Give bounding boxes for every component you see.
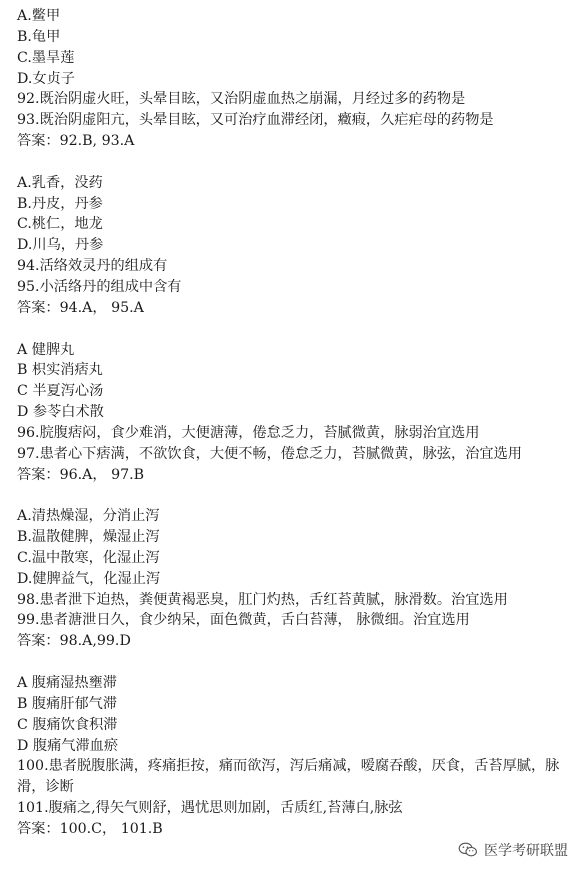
answer-line: 答案：92.B, 93.A [17,133,135,150]
watermark-text: 医学考研联盟 [484,843,568,859]
option-line: B.龟甲 [17,28,61,45]
question-line: 99.患者溏泄日久，食少纳呆，面色微黄，舌白苔薄， 脉微细。治宜选用 [17,612,470,629]
option-line: C.温中散寒，化湿止泻 [17,549,160,566]
spacer [17,319,577,340]
option-line: C 腹痛饮食积滞 [17,716,118,733]
spacer [17,485,577,506]
option-line: C.墨旱莲 [17,49,75,66]
option-line: A.乳香，没药 [17,174,103,191]
question-line: 95.小活络丹的组成中含有 [17,278,182,295]
answer-line: 答案：98.A,99.D [17,633,131,650]
question-line: 94.活络效灵丹的组成有 [17,258,168,275]
option-line: D.女贞子 [17,70,75,87]
question-line: 98.患者泄下迫热，粪便黄褐恶臭，肛门灼热，舌红苔黄腻，脉滑数。治宜选用 [17,591,508,608]
option-line: D 腹痛气滞血瘀 [17,737,119,754]
option-line: C.桃仁，地龙 [17,216,103,233]
option-line: B 枳实消痞丸 [17,362,103,379]
option-line: A 腹痛湿热壅滞 [17,675,117,691]
option-line: D.川乌，丹参 [17,237,104,254]
question-line: 92.既治阴虚火旺，头晕目眩，又治阴虚血热之崩漏，月经过多的药物是 [17,91,466,108]
option-line: B 腹痛肝郁气滞 [17,695,118,712]
question-line: 93.既治阴虚阳亢，头晕目眩，又可治疗血滞经闭，癥瘕，久疟疟母的药物是 [17,112,494,129]
option-line: A.鳖甲 [17,8,61,24]
option-line: A 健脾丸 [17,341,75,358]
question-line: 97.患者心下痞满，不欲饮食，大便不畅，倦怠乏力，苔腻微黄，脉弦，治宜选用 [17,445,522,462]
question-line: 101.腹痛之,得矢气则舒，遇忧思则加剧，舌质红,苔薄白,脉弦 [17,800,403,817]
option-line: D.健脾益气，化湿止泻 [17,570,161,587]
watermark [458,840,568,860]
option-line: A.清热燥湿，分消止泻 [17,508,160,525]
question-line: 96.脘腹痞闷，食少难消，大便溏薄，倦怠乏力，苔腻微黄，脉弱治宜选用 [17,424,480,441]
answer-line: 答案：96.A， 97.B [17,466,145,483]
answer-line: 答案：94.A， 95.A [17,299,144,316]
answer-line: 答案：100.C， 101.B [17,820,163,837]
document-body [17,6,577,840]
option-line: D 参苓白术散 [17,404,104,421]
spacer [17,152,577,173]
option-line: C 半夏泻心汤 [17,383,104,400]
wechat-icon [458,842,478,858]
question-line: 100.患者脱腹胀满，疼痛拒按，痛而欲泻，泻后痛减，嗳腐吞酸，厌食，舌苔厚腻，脉滑，诊断 [17,758,560,796]
spacer [17,652,577,673]
option-line: B.温散健脾，燥湿止泻 [17,529,160,546]
option-line: B.丹皮，丹参 [17,195,103,212]
